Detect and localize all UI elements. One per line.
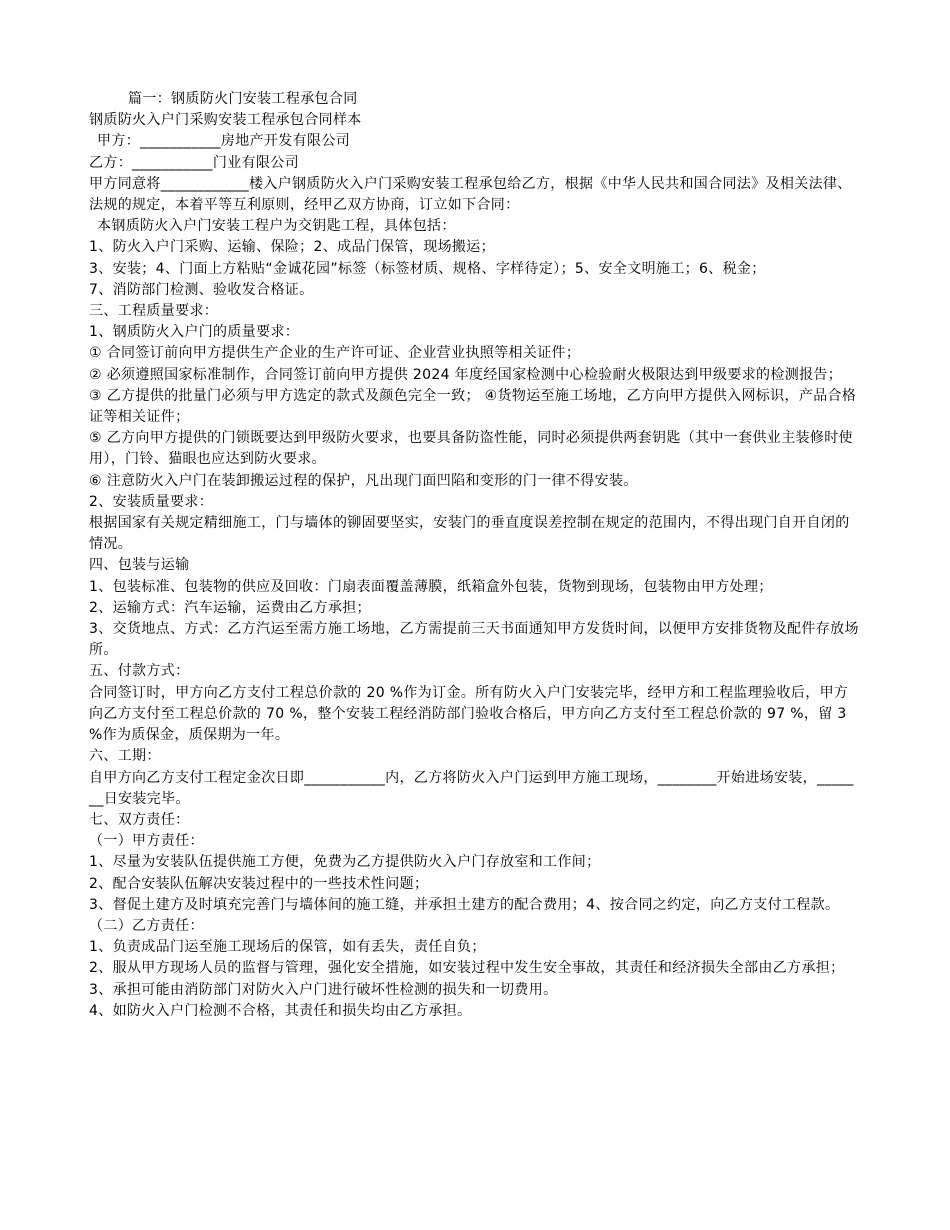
quality-item-1: ① 合同签订前向甲方提供生产企业的生产许可证、企业营业执照等相关证件； [89,345,581,362]
schedule-text: 自甲方向乙方支付工程定金次日即___________内，乙方将防火入户门运到甲方施工现场，________开始进场安装，_______日安装完毕。 [89,769,854,807]
scope-intro: 本钢质防火入户门安装工程户为交钥匙工程，具体包括： [97,218,456,235]
party-b-duty-4: 4、如防火入户门检测不合格，其责任和损失均由乙方承担。 [89,1002,472,1019]
intro-paragraph: 甲方同意将____________楼入户钢质防火入户门采购安装工程承包给乙方，根据《中华人民共和国合同法》及相关法律、法规的规定，本着平等互利原则，经甲乙双方协商，订立如下合同： [89,175,852,214]
payment-text: 合同签订时，甲方向乙方支付工程总价款的 20 %作为订金。所有防火入户门安装完毕，经甲方和工程监理验收后，甲方向乙方支付至工程总价款的 70 %，整个安装工程经消防部门验收合格后，甲方向乙方支付至工程总价款的 97 %，留 3 %作为质保金，质保期为一年。 [89,684,849,744]
section-3-1-heading: 1、钢质防火入户门的质量要求： [89,324,300,341]
quality-item-5: ⑤ 乙方向甲方提供的门锁既要达到甲级防火要求，也要具备防盗性能，同时必须提供两套钥匙（其中一套供业主装修时使用），门铃、猫眼也应达到防火要求。 [89,430,853,468]
section-5-heading: 五、付款方式： [89,663,190,680]
party-a-duty-2: 2、配合安装队伍解决安装过程中的一些技术性问题； [89,875,429,892]
document-subtitle: 钢质防火入户门采购安装工程承包合同样本 [89,112,362,129]
party-b-duty-3: 3、承担可能由消防部门对防火入户门进行破坏性检测的损失和一切费用。 [89,981,558,998]
packaging-item-1: 1、包装标准、包装物的供应及回收：门扇表面覆盖薄膜，纸箱盒外包装，货物到现场，包装物由甲方处理； [89,578,773,595]
section-3-heading: 三、工程质量要求： [89,303,219,320]
party-b-line: 乙方：___________门业有限公司 [89,154,299,171]
quality-item-3: ③ 乙方提供的批量门必须与甲方选定的款式及颜色完全一致； ④货物运至施工场地，乙方向甲方提供入网标识，产品合格证等相关证件； [89,387,857,426]
scope-item-3: 7、消防部门检测、验收发合格证。 [89,281,314,298]
contract-document [89,89,861,1022]
section-6-heading: 六、工期： [89,748,161,765]
section-3-2-heading: 2、安装质量要求： [89,493,214,510]
party-a-duties-heading: （一）甲方责任： [89,833,204,850]
party-a-line: 甲方：___________房地产开发有限公司 [97,133,351,150]
section-4-heading: 四、包装与运输 [89,557,190,574]
install-quality-text: 根据国家有关规定精细施工，门与墙体的铆固要坚实，安装门的垂直度误差控制在规定的范围内，不得出现门自开自闭的情况。 [89,515,850,553]
party-a-duty-1: 1、尽量为安装队伍提供施工方便，免费为乙方提供防火入户门存放室和工作间； [89,854,601,871]
quality-item-6: ⑥ 注意防火入户门在装卸搬运过程的保护，凡出现门面凹陷和变形的门一律不得安装。 [89,472,638,489]
party-b-duties-heading: （二）乙方责任： [89,917,204,934]
party-a-duty-3: 3、督促土建方及时填充完善门与墙体间的施工缝，并承担土建方的配合费用；4、按合同之约定，向乙方支付工程款。 [89,896,840,913]
document-title: 篇一：钢质防火门安装工程承包合同 [128,91,358,107]
packaging-item-3: 3、交货地点、方式：乙方汽运至需方施工场地，乙方需提前三天书面通知甲方发货时间，以便甲方安排货物及配件存放场所。 [89,621,859,659]
packaging-item-2: 2、运输方式：汽车运输，运费由乙方承担； [89,599,371,616]
scope-item-2: 3、安装；4、门面上方粘贴“金诚花园”标签（标签材质、规格、字样待定）；5、安全文明施工；6、税金； [89,260,766,277]
party-b-duty-1: 1、负责成品门运至施工现场后的保管，如有丢失，责任自负； [89,939,486,956]
section-7-heading: 七、双方责任： [89,811,190,828]
quality-item-2: ② 必须遵照国家标准制作，合同签订前向甲方提供 2024 年度经国家检测中心检验耐火极限达到甲级要求的检测报告； [89,366,843,383]
party-b-duty-2: 2、服从甲方现场人员的监督与管理，强化安全措施，如安装过程中发生安全事故，其责任和经济损失全部由乙方承担； [89,960,845,977]
scope-item-1: 1、防火入户门采购、运输、保险；2、成品门保管，现场搬运； [89,239,495,256]
